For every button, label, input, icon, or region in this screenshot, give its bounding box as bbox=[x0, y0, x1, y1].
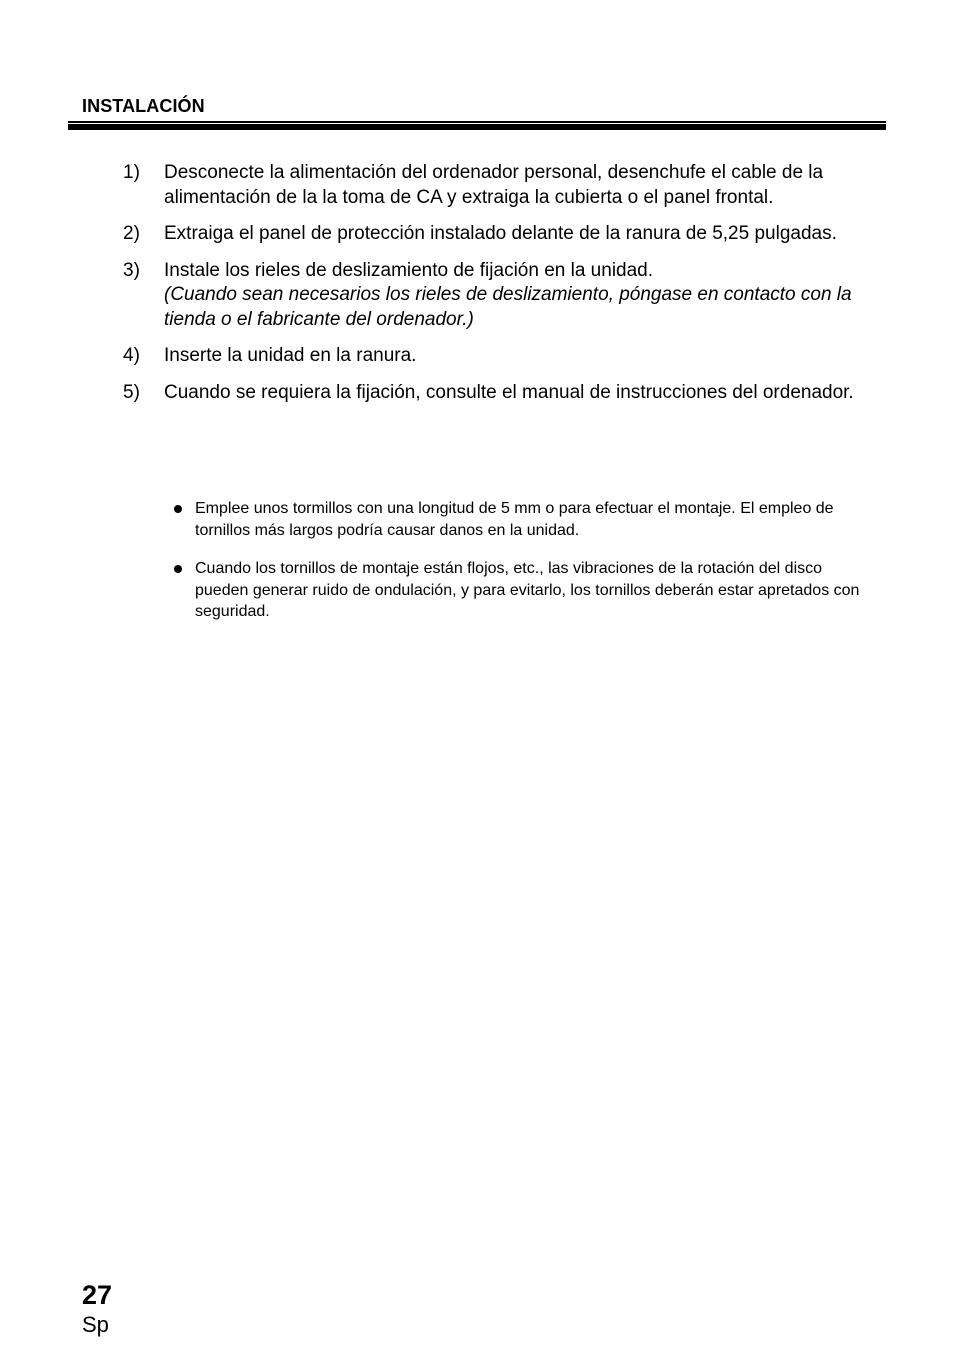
header-rule-thin bbox=[68, 121, 886, 123]
step-body bbox=[164, 259, 864, 333]
page-number: 27 bbox=[82, 1280, 113, 1310]
caution-notes bbox=[0, 498, 954, 640]
step-item bbox=[0, 381, 954, 406]
installation-steps bbox=[0, 161, 954, 417]
step-text: Cuando se requiera la fijación, consulte el manual de instrucciones del ordenador. bbox=[164, 381, 854, 403]
step-text: Instale los rieles de deslizamiento de fijación en la unidad. bbox=[164, 259, 654, 281]
step-body bbox=[164, 222, 864, 247]
step-text: Inserte la unidad en la ranura. bbox=[164, 345, 417, 366]
step-number: 3) bbox=[123, 259, 140, 281]
note-text: Cuando los tornillos de montaje están flojos, etc., las vibraciones de la rotación del disco pueden generar ruido de ondulación, y para evitarlo, los tornillos deberán estar apretados con seguridad. bbox=[195, 560, 860, 620]
step-body bbox=[164, 381, 864, 406]
step-number: 1) bbox=[123, 162, 140, 183]
step-body bbox=[164, 161, 864, 210]
note-text: Emplee unos tormillos con una longitud de 5 mm o para efectuar el montaje. El empleo de tornillos más largos podría causar danos en la unidad. bbox=[195, 500, 834, 539]
step-item bbox=[0, 222, 954, 247]
step-item bbox=[0, 259, 954, 333]
step-text: Extraiga el panel de protección instalado delante de la ranura de 5,25 pulgadas. bbox=[164, 223, 837, 244]
note-item bbox=[0, 498, 954, 541]
step-text: Desconecte la alimentación del ordenador personal, desenchufe el cable de la alimentación de la la toma de CA y extraiga la cubierta o el panel frontal. bbox=[164, 162, 824, 208]
step-item bbox=[0, 161, 954, 210]
bullet-icon bbox=[174, 505, 182, 513]
page-language: Sp bbox=[82, 1312, 109, 1337]
step-number: 4) bbox=[123, 345, 140, 366]
bullet-icon bbox=[174, 565, 182, 573]
step-number: 5) bbox=[123, 381, 140, 403]
note-item bbox=[0, 558, 954, 623]
header-rule-thick bbox=[68, 124, 886, 130]
step-item bbox=[0, 344, 954, 369]
step-body bbox=[164, 344, 864, 369]
step-number: 2) bbox=[123, 223, 140, 244]
step-note: (Cuando sean necesarios los rieles de deslizamiento, póngase en contacto con la tienda o el fabricante del ordenador.) bbox=[164, 284, 852, 330]
section-title: INSTALACIÓN bbox=[82, 96, 205, 116]
